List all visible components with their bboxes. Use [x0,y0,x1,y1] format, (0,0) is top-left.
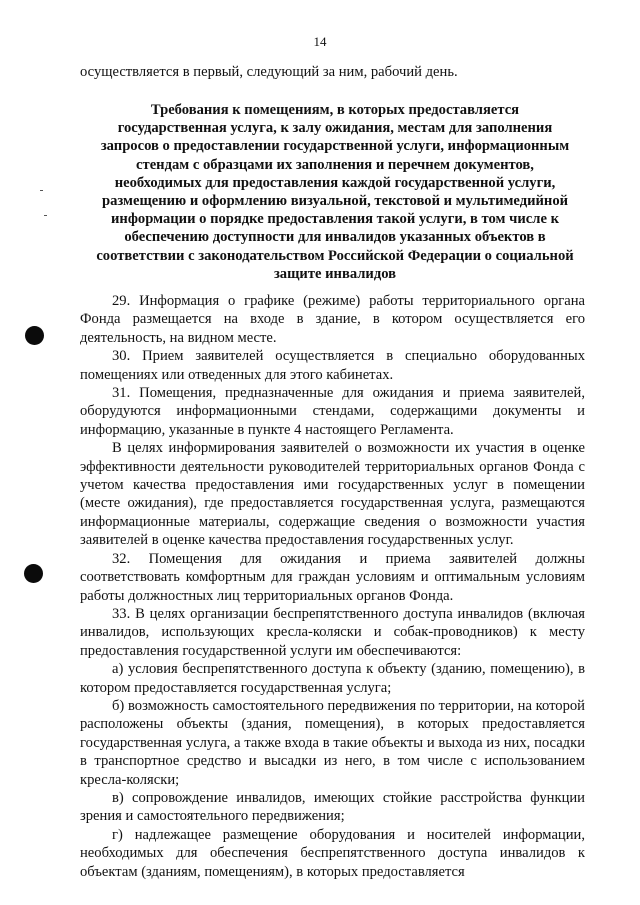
paragraph-31: 31. Помещения, предназначенные для ожидания и приема заявителей, оборудуются информационными стендами, содержащими документы и информацию, указанные в пункте 4 настоящего Регламента. [80,385,585,438]
paragraph-33-g: г) надлежащее размещение оборудования и носителей информации, необходимых для обеспечения беспрепятственного доступа инвалидов к объектам (зданиям, помещениям), в которых предоставляется [80,826,585,880]
scan-speck [40,190,43,191]
paragraph-29: 29. Информация о графике (режиме) работы территориального органа Фонда размещается на входе в здание, в котором осуществляется его деятельность, на видном месте. [80,293,585,346]
paragraph-31-continued: В целях информирования заявителей о возможности их участия в оценке эффективности деятельности руководителей территориальных органов Фонда с учетом качества предоставления ими государственных услуг в помещении (месте ожидания), где предоставляется государственная услуга, размещаются информационные материалы, содержащие сведения о возможности участия заявителей в оценке качества предоставления государственных услуг. [80,440,585,549]
paragraph-32: 32. Помещения для ожидания и приема заявителей должны соответствовать комфортным для граждан условиям и оптимальным условиям работы должностных лиц территориальных органов Фонда. [80,550,585,604]
paragraph-33-b: б) возможность самостоятельного передвижения по территории, на которой расположены объекты (здания, помещения), в которых предоставляется государственная услуга, а также входа в такие объекты и выхода из них, посадки в транспортное средство и высадки из него, в том числе с использованием кресла-коляски; [80,697,585,788]
paragraph-30: 30. Прием заявителей осуществляется в специально оборудованных помещениях или отведенных для этого кабинетах. [80,348,585,383]
punch-hole-top [25,326,44,345]
punch-hole-bottom [24,564,43,583]
intro-line: осуществляется в первый, следующий за ним, рабочий день. [80,64,458,80]
scan-speck [44,215,47,216]
paragraph-33-a: а) условия беспрепятственного доступа к объекту (зданию, помещению), в котором предоставляется государственная услуга; [80,661,585,696]
page-number: 14 [313,34,327,49]
section-heading: Требования к помещениям, в которых предоставляется государственная услуга, к залу ожидания, местам для заполнения запросов о предоставлении государственной услуги, информационным стендам с образцами их заполнения и перечнем документов, необходимых для предоставления каждой государственной услуги, размещению и оформлению визуальной, текстовой и мультимедийной информации о порядке предоставления такой услуги, в том числе к обеспечению доступности для инвалидов указанных объектов в соответствии с законодательством Российской Федерации о социальной защите инвалидов [96,102,574,282]
body-text [80,292,585,881]
paragraph-33: 33. В целях организации беспрепятственного доступа инвалидов (включая инвалидов, использующих кресла-коляски и собак-проводников) к месту предоставления государственной услуги им обеспечиваются: [80,605,585,659]
paragraph-33-v: в) сопровождение инвалидов, имеющих стойкие расстройства функции зрения и самостоятельного передвижения; [80,789,585,825]
